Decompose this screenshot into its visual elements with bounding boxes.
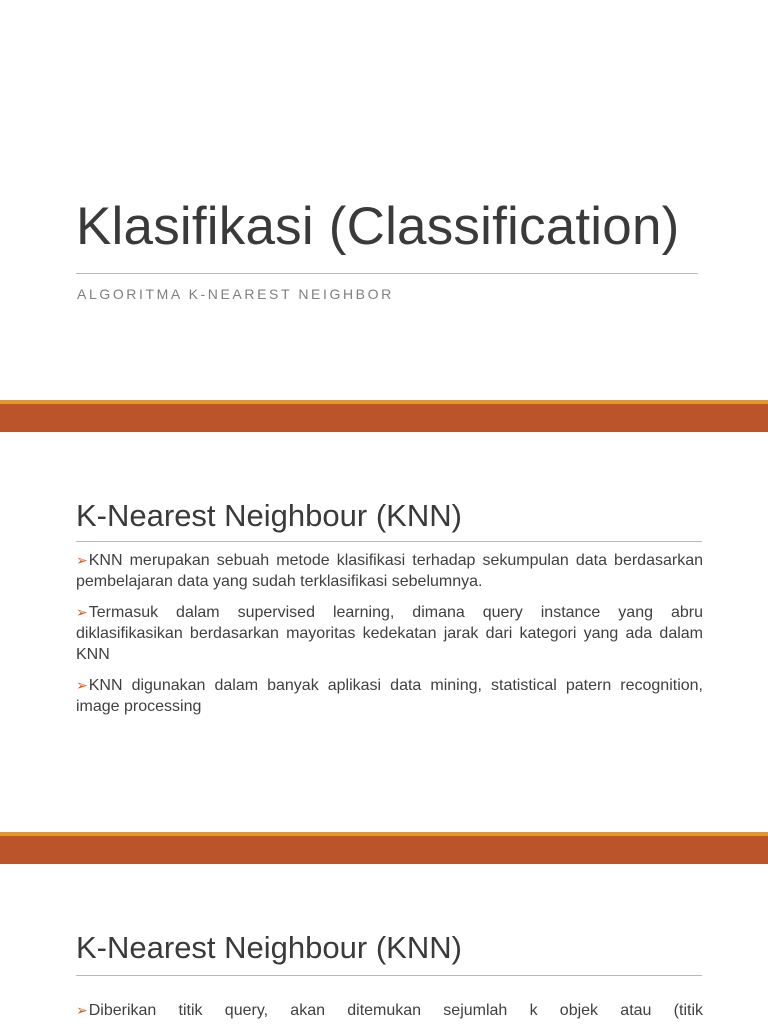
arrow-bullet-icon: ➢ (76, 1002, 88, 1018)
title-slide (0, 0, 768, 400)
bullet-list (76, 1000, 703, 1031)
arrow-bullet-icon: ➢ (76, 552, 88, 568)
content-slide-knn-query (0, 864, 768, 1024)
heading-divider-line (76, 541, 702, 542)
bullet-item (76, 550, 703, 592)
arrow-bullet-icon: ➢ (76, 604, 88, 620)
bullet-item (76, 1000, 703, 1021)
slide-separator-band (0, 400, 768, 432)
title-divider-line (76, 273, 698, 274)
bullet-text: Diberikan titik query, akan ditemukan sejumlah k objek atau (titik (88, 1002, 703, 1019)
slide-title: Klasifikasi (Classification) (76, 197, 680, 256)
bullet-text: KNN digunakan dalam banyak aplikasi data mining, statistical patern recognition, image processing (76, 677, 703, 715)
separator-thick-stripe (0, 404, 768, 432)
bullet-text: KNN merupakan sebuah metode klasifikasi terhadap sekumpulan data berdasarkan pembelajaran data yang sudah terklasifikasi sebelumnya. (76, 552, 703, 590)
slide-heading: K-Nearest Neighbour (KNN) (76, 930, 462, 965)
slide-separator-band (0, 832, 768, 864)
slide-subtitle: ALGORITMA K-NEAREST NEIGHBOR (77, 286, 394, 302)
heading-divider-line (76, 975, 702, 976)
slide-heading: K-Nearest Neighbour (KNN) (76, 498, 462, 533)
arrow-bullet-icon: ➢ (76, 677, 88, 693)
bullet-item (76, 675, 703, 717)
bullet-list (76, 550, 703, 727)
content-slide-knn-definition (0, 432, 768, 832)
separator-thick-stripe (0, 836, 768, 864)
bullet-item (76, 602, 703, 665)
bullet-text: Termasuk dalam supervised learning, dimana query instance yang abru diklasifikasikan berdasarkan mayoritas kedekatan jarak dari kategori yang ada dalam KNN (76, 604, 703, 663)
